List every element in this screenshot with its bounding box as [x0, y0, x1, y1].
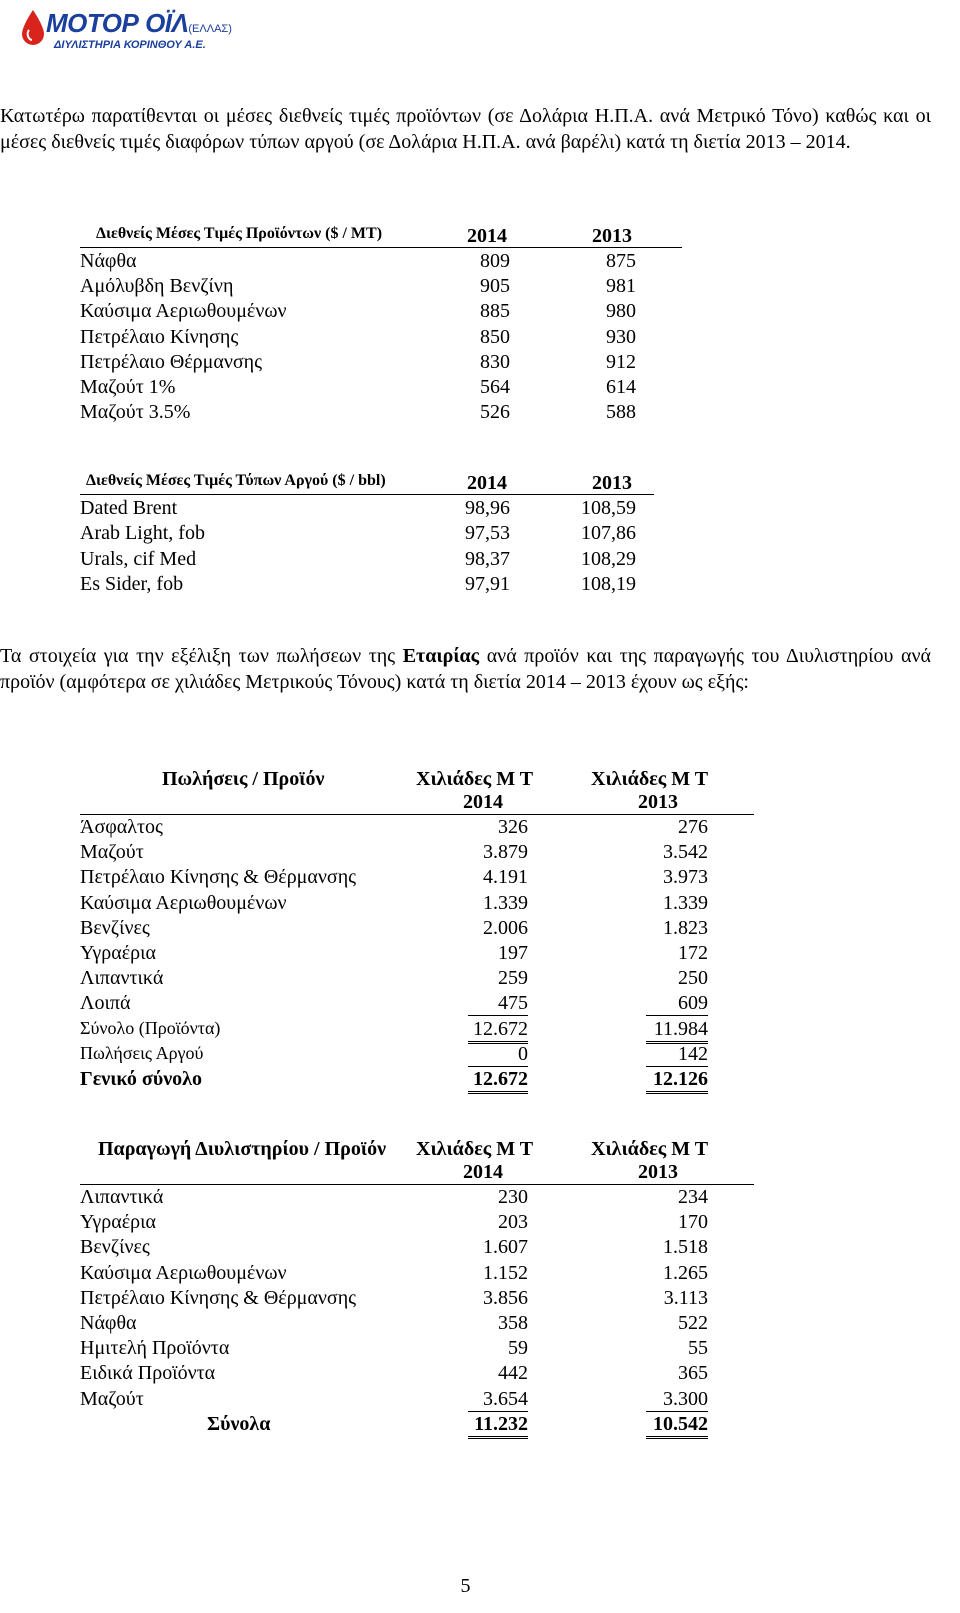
value-2013: 981	[606, 275, 636, 298]
table-row	[80, 1262, 754, 1287]
product-prices-title: Διεθνείς Μέσες Τιμές Προϊόντων ($ / MT)	[96, 225, 383, 242]
value-2014: 98,37	[465, 547, 510, 570]
value-2014: 885	[480, 300, 510, 323]
table-row	[80, 548, 654, 573]
value-2014: 3.856	[483, 1286, 528, 1309]
row-label: Arab Light, fob	[80, 522, 205, 545]
table-row	[80, 866, 754, 891]
value-2014: 98,96	[465, 497, 510, 519]
value-2014: 3.879	[483, 841, 528, 864]
table-row	[80, 992, 754, 1017]
row-label: Dated Brent	[80, 497, 178, 519]
value-2013: 365	[678, 1362, 708, 1385]
table-row	[80, 1362, 754, 1387]
value-2014: 2.006	[483, 916, 528, 939]
value-2014: 11.232	[468, 1413, 528, 1439]
value-2014: 4.191	[483, 866, 528, 889]
sales-title: Πωλήσεις / Προϊόν	[162, 768, 325, 790]
header-rule	[80, 814, 754, 815]
value-2013: 614	[606, 376, 636, 398]
product-prices-table	[80, 225, 682, 430]
value-2013: 3.113	[663, 1286, 708, 1309]
row-label: Νάφθα	[80, 1312, 137, 1334]
row-label: Πετρέλαιο Κίνησης & Θέρμανσης	[80, 1286, 357, 1309]
row-label: Ημιτελή Προϊόντα	[80, 1337, 230, 1360]
value-2014: 809	[480, 250, 510, 272]
table-row	[80, 1413, 754, 1438]
row-label: Γενικό σύνολο	[80, 1068, 202, 1090]
value-2014: 97,91	[465, 572, 510, 595]
value-2013: 10.542	[646, 1413, 708, 1439]
table-row	[80, 1068, 754, 1093]
row-label: Λιπαντικά	[80, 967, 164, 990]
col-header-2014: 2014	[467, 472, 507, 494]
col-header-2013: 2013	[592, 225, 632, 247]
table-row	[80, 401, 682, 426]
value-2014: 1.152	[483, 1261, 528, 1284]
table-row	[80, 1236, 754, 1261]
table-row	[80, 300, 682, 325]
table-row	[80, 1312, 754, 1337]
value-2013: 3.973	[663, 866, 708, 889]
row-label: Άσφαλτος	[80, 816, 163, 838]
col-header-2013: 2013	[592, 472, 632, 494]
row-label: Καύσιμα Αεριωθουμένων	[80, 300, 287, 323]
col-header-unit-2014: Χιλιάδες Μ Τ	[416, 768, 534, 790]
table-row	[80, 573, 654, 598]
col-header-2013: 2013	[638, 791, 678, 813]
row-label: Πετρέλαιο Θέρμανσης	[80, 350, 263, 373]
value-2013: 1.823	[663, 916, 708, 939]
table-row	[80, 1018, 754, 1043]
row-label: Νάφθα	[80, 250, 137, 272]
row-label: Σύνολο (Προϊόντα)	[80, 1017, 221, 1038]
value-2014: 830	[480, 350, 510, 373]
row-label: Μαζούτ 1%	[80, 376, 176, 398]
col-header-2014: 2014	[463, 791, 503, 813]
value-2013: 108,19	[581, 572, 636, 595]
row-label: Λιπαντικά	[80, 1186, 164, 1208]
intro-paragraph: Κατωτέρω παρατίθενται οι μέσες διεθνείς τιμές προϊόντων (σε Δολάρια Η.Π.Α. ανά Μετρικό Τόνο) καθώς και οι μέσες διεθνείς τιμές διαφόρων τύπων αργού (σε Δολάρια Η.Π.Α. ανά βαρέλι) κατά τη διετία 2013 – 2014.	[0, 105, 931, 153]
value-2013: 234	[678, 1186, 708, 1208]
value-2014: 230	[498, 1186, 528, 1208]
row-label: Ειδικά Προϊόντα	[80, 1362, 216, 1385]
page-number: 5	[460, 1575, 471, 1597]
value-2014: 564	[480, 376, 510, 398]
header-rule	[80, 494, 654, 495]
row-label: Μαζούτ	[80, 841, 144, 864]
logo-subtitle: ΔΙΥΛΙΣΤΗΡΙΑ ΚΟΡΙΝΘΟΥ Α.Ε.	[54, 39, 206, 51]
value-2013: 609	[646, 992, 708, 1016]
table-row	[80, 376, 682, 401]
table-row	[80, 522, 654, 547]
value-2013: 522	[678, 1312, 708, 1334]
table-row	[80, 275, 682, 300]
value-2014: 905	[480, 275, 510, 298]
table-row	[80, 326, 682, 351]
sales-table	[80, 768, 754, 1098]
value-2014: 203	[498, 1211, 528, 1234]
row-label: Υγραέρια	[80, 1211, 156, 1234]
row-label: Καύσιμα Αεριωθουμένων	[80, 891, 287, 914]
table-row	[80, 1186, 754, 1211]
sales-paragraph: Τα στοιχεία για την εξέλιξη των πωλήσεων της Εταιρίας ανά προϊόν και της παραγωγής του Διυλιστηρίου ανά προϊόν (αμφότερα σε χιλιάδες Μετρικούς Τόνους) κατά τη διετία 2014 – 2013 έχουν ως εξής:	[0, 645, 931, 693]
oil-drop-icon	[18, 8, 48, 48]
row-label: Πωλήσεις Αργού	[80, 1042, 204, 1063]
value-2013: 55	[688, 1337, 708, 1360]
value-2014: 442	[498, 1362, 528, 1385]
table-row	[80, 1388, 754, 1413]
crude-prices-table	[80, 472, 654, 602]
value-2014: 97,53	[465, 522, 510, 545]
col-header-2014: 2014	[467, 225, 507, 247]
col-header-unit-2013: Χιλιάδες Μ Τ	[591, 1138, 709, 1160]
value-2014: 326	[498, 816, 528, 838]
value-2014: 1.607	[483, 1236, 528, 1259]
value-2013: 3.542	[663, 841, 708, 864]
company-logo	[14, 6, 232, 56]
value-2013: 108,29	[581, 547, 636, 570]
value-2013: 107,86	[581, 522, 636, 545]
col-header-unit-2013: Χιλιάδες Μ Τ	[591, 768, 709, 790]
col-header-unit-2014: Χιλιάδες Μ Τ	[416, 1138, 534, 1160]
value-2013: 875	[606, 250, 636, 272]
value-2014: 12.672	[468, 1068, 528, 1094]
value-2013: 12.126	[646, 1068, 708, 1094]
table-row	[80, 967, 754, 992]
value-2013: 11.984	[646, 1018, 708, 1044]
table-row	[80, 841, 754, 866]
value-2013: 588	[606, 401, 636, 424]
row-label: Υγραέρια	[80, 942, 156, 964]
table-row	[80, 816, 754, 841]
value-2013: 142	[646, 1043, 708, 1067]
value-2013: 1.339	[663, 891, 708, 914]
row-label: Πετρέλαιο Κίνησης	[80, 325, 239, 348]
table-row	[80, 942, 754, 967]
value-2014: 0	[468, 1043, 528, 1067]
value-2014: 475	[468, 992, 528, 1016]
production-title: Παραγωγή Διυλιστηρίου / Προϊόν	[98, 1138, 387, 1160]
value-2013: 1.265	[663, 1261, 708, 1284]
value-2014: 197	[498, 942, 528, 964]
header-rule	[80, 1184, 754, 1185]
col-header-2013: 2013	[638, 1161, 678, 1183]
value-2014: 526	[480, 401, 510, 424]
row-label: Μαζούτ 3.5%	[80, 401, 191, 424]
table-row	[80, 1043, 754, 1068]
crude-prices-title: Διεθνείς Μέσες Τιμές Τύπων Αργού ($ / bbl)	[86, 472, 386, 489]
value-2014: 59	[508, 1337, 528, 1360]
value-2014: 1.339	[483, 891, 528, 914]
row-label: Λοιπά	[80, 992, 131, 1015]
production-table	[80, 1138, 754, 1443]
value-2013: 980	[606, 300, 636, 323]
value-2014: 259	[498, 967, 528, 990]
table-row	[80, 917, 754, 942]
row-label: Αμόλυβδη Βενζίνη	[80, 275, 234, 298]
value-2014: 3.654	[468, 1388, 528, 1412]
row-label: Σύνολα	[207, 1412, 271, 1435]
header-rule	[80, 247, 682, 248]
logo-brand: ΜΟΤΟΡ ΟΪΛ(ΕΛΛΑΣ)	[46, 8, 232, 38]
value-2013: 172	[678, 942, 708, 964]
table-row	[80, 892, 754, 917]
row-label: Καύσιμα Αεριωθουμένων	[80, 1261, 287, 1284]
value-2013: 912	[606, 350, 636, 373]
value-2013: 930	[606, 325, 636, 348]
row-label: Urals, cif Med	[80, 547, 197, 570]
value-2013: 276	[678, 816, 708, 838]
row-label: Es Sider, fob	[80, 572, 184, 595]
value-2013: 108,59	[581, 497, 636, 519]
row-label: Βενζίνες	[80, 916, 150, 939]
table-row	[80, 351, 682, 376]
value-2013: 250	[678, 967, 708, 990]
value-2014: 850	[480, 325, 510, 348]
table-row	[80, 1211, 754, 1236]
col-header-2014: 2014	[463, 1161, 503, 1183]
row-label: Πετρέλαιο Κίνησης & Θέρμανσης	[80, 866, 357, 889]
value-2014: 358	[498, 1312, 528, 1334]
value-2014: 12.672	[468, 1018, 528, 1044]
row-label: Μαζούτ	[80, 1387, 144, 1410]
table-row	[80, 497, 654, 522]
value-2013: 170	[678, 1211, 708, 1234]
value-2013: 3.300	[646, 1388, 708, 1412]
row-label: Βενζίνες	[80, 1236, 150, 1259]
value-2013: 1.518	[663, 1236, 708, 1259]
table-row	[80, 1287, 754, 1312]
table-row	[80, 1337, 754, 1362]
table-row	[80, 250, 682, 275]
